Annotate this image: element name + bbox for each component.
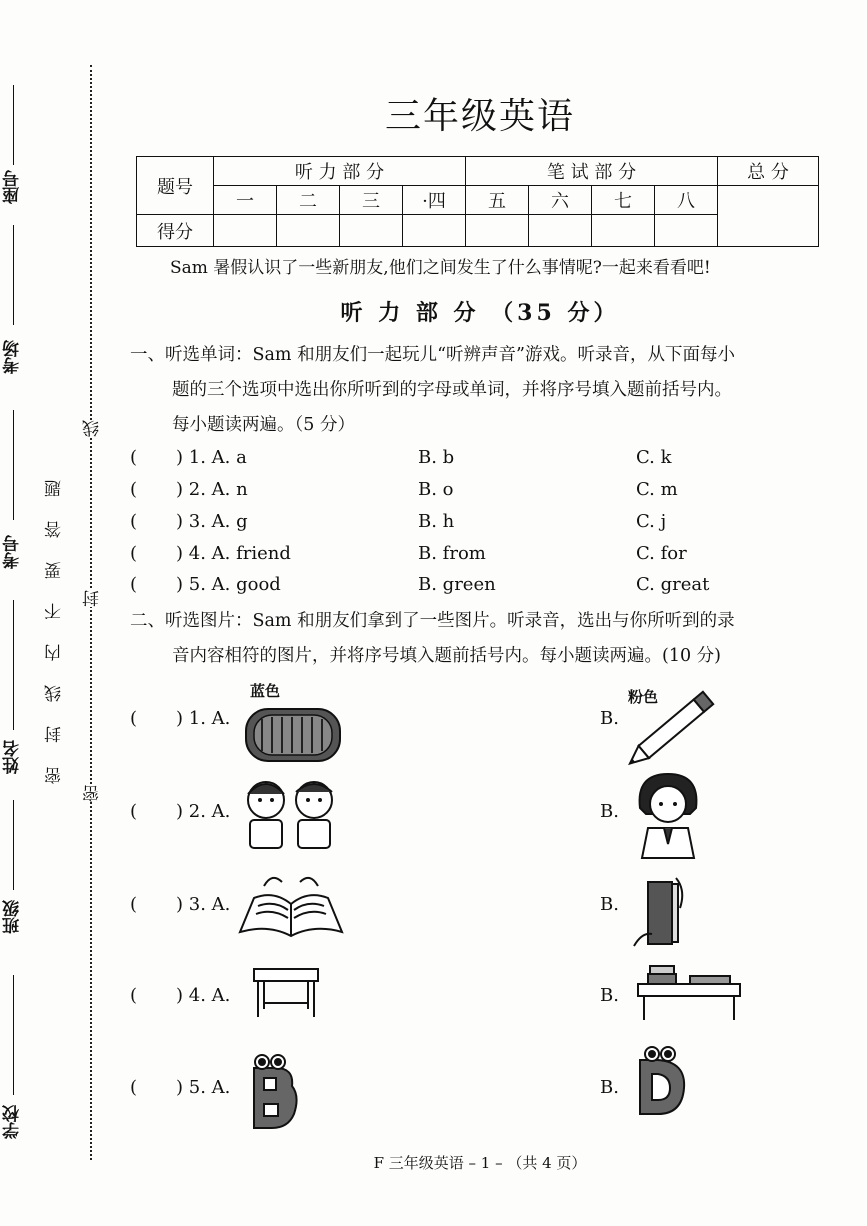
answer-bracket[interactable]: ( [130,574,138,595]
seat-number-label: 座号 [3,170,23,204]
option-a: ) 3. A. g [176,511,248,532]
option-a-label: ) 2. A. [176,801,231,822]
option-c: C. k [636,447,672,468]
letter-b-icon [244,1052,304,1132]
option-b: B. from [418,543,486,564]
option-a-label: ) 1. A. [176,708,231,729]
score-col-8: 八 [655,186,718,215]
class-line [13,800,14,890]
name-label: 姓名 [3,740,23,774]
closed-book-icon [628,868,698,953]
answer-bracket[interactable]: ( [130,894,138,915]
answer-bracket[interactable]: ( [130,479,138,500]
score-cell-3[interactable] [340,215,403,247]
option-a-label: ) 4. A. [176,985,231,1006]
total-header: 总 分 [718,157,819,186]
exam-room-label: 考场 [3,340,23,374]
option-a: ) 2. A. n [176,479,248,500]
option-b: B. b [418,447,455,468]
answer-bracket[interactable]: ( [130,447,138,468]
name-line [13,600,14,730]
q2-instruction-2: 音内容相符的图片，并将序号填入题前括号内。每小题读两遍。(10 分) [172,646,721,666]
option-a: ) 5. A. good [176,574,281,595]
option-b-label: B. [600,1077,619,1098]
option-a: ) 1. A. a [176,447,247,468]
option-b-label: B. [600,708,619,729]
option-c: C. great [636,574,710,595]
listening-group-header: 听 力 部 分 [214,157,466,186]
page-footer: F 三年级英语 – 1 – （共 4 页） [373,1154,587,1172]
option-c: C. for [636,543,687,564]
pencil-case-icon [242,695,347,770]
answer-bracket[interactable]: ( [130,543,138,564]
option-a-label: ) 3. A. [176,894,231,915]
caption-pink: 粉色 [628,688,659,706]
exam-number-line [13,410,14,520]
option-c: C. m [636,479,678,500]
caption-blue: 蓝色 [250,682,281,700]
seal-instruction: 密封线内不要答题 [45,456,65,784]
option-b: B. h [418,511,455,532]
school-line [13,975,14,1095]
q2-instruction-1: 二、听选图片：Sam 和朋友们拿到了一些图片。听录音，选出与你所听到的录 [130,611,735,631]
letter-d-icon [630,1042,692,1122]
pencil-icon [625,682,725,767]
school-label: 学校 [3,1105,23,1139]
page-title: 三年级英语 [384,96,575,137]
answer-bracket[interactable]: ( [130,511,138,532]
seal-word-secret: 密 [80,785,100,802]
option-b: B. green [418,574,496,595]
option-b-label: B. [600,894,619,915]
seal-word-line: 线 [80,420,100,437]
answer-bracket[interactable]: ( [130,985,138,1006]
score-col-4: ·四 [403,186,466,215]
exam-number-label: 考号 [3,535,23,569]
q1-instruction-3: 每小题读两遍。（5 分） [172,415,355,435]
answer-bracket[interactable]: ( [130,708,138,729]
score-cell-4[interactable] [403,215,466,247]
option-a-label: ) 5. A. [176,1077,231,1098]
seal-word-seal: 封 [80,590,100,607]
score-cell-1[interactable] [214,215,277,247]
option-b: B. o [418,479,454,500]
seal-dotted-line [90,65,92,1160]
total-score-cell[interactable] [718,186,819,247]
score-cell-2[interactable] [277,215,340,247]
section-title: 听 力 部 分 （35 分） [340,300,620,326]
score-cell-7[interactable] [592,215,655,247]
score-cell-5[interactable] [466,215,529,247]
score-table [136,156,819,247]
score-col-2: 二 [277,186,340,215]
open-book-icon [236,868,346,943]
answer-bracket[interactable]: ( [130,1077,138,1098]
two-children-icon [236,772,346,857]
score-col-5: 五 [466,186,529,215]
score-col-1: 一 [214,186,277,215]
score-col-7: 七 [592,186,655,215]
q1-instruction-2: 题的三个选项中选出你所听到的字母或单词，并将序号填入题前括号内。 [172,380,732,400]
desk-with-books-icon [636,962,744,1024]
score-col-6: 六 [529,186,592,215]
question-number-header: 题号 [137,157,214,215]
answer-bracket[interactable]: ( [130,801,138,822]
intro-text: Sam 暑假认识了一些新朋友,他们之间发生了什么事情呢?一起来看看吧! [170,258,711,278]
empty-desk-icon [250,963,322,1023]
girl-icon [628,768,708,860]
class-label: 班级 [3,900,23,934]
score-cell-8[interactable] [655,215,718,247]
option-a: ) 4. A. friend [176,543,291,564]
option-b-label: B. [600,801,619,822]
score-col-3: 三 [340,186,403,215]
q1-instruction-1: 一、听选单词：Sam 和朋友们一起玩儿“听辨声音”游戏。听录音，从下面每小 [130,345,735,365]
written-group-header: 笔 试 部 分 [466,157,718,186]
option-c: C. j [636,511,667,532]
option-b-label: B. [600,985,619,1006]
score-row-label: 得分 [137,215,214,247]
score-cell-6[interactable] [529,215,592,247]
